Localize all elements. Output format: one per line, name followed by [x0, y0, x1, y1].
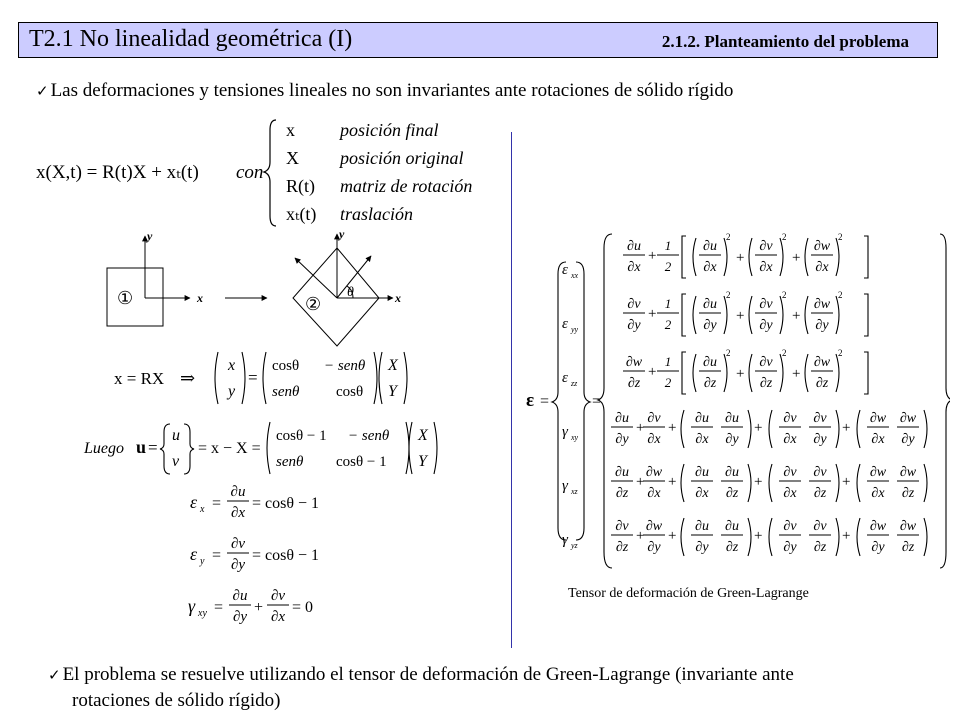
gl-s1-plus-0: +: [636, 474, 645, 490]
body-2-label: ②: [305, 294, 322, 314]
gl-n1-t0-den: ∂y: [703, 318, 717, 333]
section-title: 2.1.2. Planteamiento del problema: [661, 32, 909, 51]
gl-s2-p1-num: ∂u: [725, 519, 739, 534]
vec-right-1: Y: [418, 453, 427, 470]
paren-right: [242, 352, 245, 404]
checkmark-icon: ✓: [48, 666, 61, 684]
gl-s0-p5-num: ∂w: [899, 411, 917, 426]
gl-n1-bracket-l: [682, 294, 686, 336]
gl-s0-a-den: ∂y: [615, 432, 629, 447]
bullet-first: [36, 80, 733, 102]
green-lagrange-tensor: [520, 228, 950, 578]
gl-n2-lin-den: ∂z: [627, 376, 641, 391]
gl-n2-t2-pr: [836, 354, 839, 392]
gl-s2-pair2-pl: [857, 518, 860, 556]
strain-result-0: = cosθ − 1: [252, 495, 320, 512]
gl-s1-p1-num: ∂u: [725, 465, 739, 480]
gl-n0-t0-num: ∂u: [703, 239, 717, 254]
gamma-eq: =: [214, 599, 224, 616]
gl-s2-p1-den: ∂z: [725, 540, 739, 555]
gl-comp-sub-1: yy: [571, 325, 579, 334]
gl-s1-pair0-pr: [748, 464, 751, 502]
gl-comp-sym-0: ε: [562, 262, 568, 278]
gl-n2-t0-den: ∂z: [703, 376, 717, 391]
rotation-matrix: [215, 352, 407, 404]
gl-n1-t1-pl: [749, 296, 752, 334]
gl-s0-pair0-pr: [748, 410, 751, 448]
def-symbol-2: R(t): [286, 176, 315, 196]
implies-symbol: ⇒: [180, 368, 196, 388]
gl-s2-p0-num: ∂u: [695, 519, 709, 534]
vec-right-paren-right: [404, 352, 407, 404]
strain-eq-1: =: [212, 547, 222, 564]
gl-n2-t1-plus: +: [792, 366, 801, 382]
m10: senθ: [272, 384, 300, 400]
equals-sign: =: [148, 438, 158, 457]
gl-s1-pair1-plus: +: [842, 474, 851, 490]
gl-s1-pair0-plus: +: [754, 474, 763, 490]
gl-n0-half-num: 1: [664, 238, 672, 253]
gl-n0-t2-exp: 2: [838, 232, 843, 242]
gl-n2-t2-num: ∂w: [813, 355, 831, 370]
gl-s0-pair1-pr: [836, 410, 839, 448]
gl-s1-p0-num: ∂u: [695, 465, 709, 480]
gl-n1-lin-den: ∂y: [627, 318, 641, 333]
gl-s1-p2-den: ∂x: [783, 486, 797, 501]
gl-n2-t2-pl: [805, 354, 808, 392]
motion-eq-con: con: [236, 162, 264, 183]
gl-n2-t1-exp: 2: [782, 348, 787, 358]
gl-eps: ε: [526, 390, 535, 411]
left-brace: [264, 120, 276, 226]
gl-s0-plus-0: +: [636, 420, 645, 436]
gl-n0-t0-den: ∂x: [703, 260, 717, 275]
vec-right-0: X: [418, 427, 428, 444]
strain-list: [188, 484, 319, 625]
gl-n0-t2-pr: [836, 238, 839, 276]
matrix-paren-left: [267, 422, 270, 474]
vec-left-1: y: [228, 383, 236, 400]
gl-s0-pair1-plus: +: [842, 420, 851, 436]
gl-s1-a-den: ∂z: [615, 486, 629, 501]
bullet-last-line1: El problema se resuelve utilizando el tensor de deformación de Green-Lagrange (invariante ante: [62, 664, 794, 685]
gl-s2-plus-0: +: [636, 528, 645, 544]
theta-label: θ: [347, 285, 354, 300]
gl-s1-pair0-pl: [681, 464, 684, 502]
gl-s2-pair0-pl: [681, 518, 684, 556]
gamma-result: = 0: [292, 599, 314, 616]
def-desc-1: posición original: [340, 148, 464, 168]
gl-comp-sym-3: γ: [562, 424, 568, 440]
vec-left-1: v: [172, 453, 180, 470]
gl-comp-sym-4: γ: [562, 478, 568, 494]
def-symbol-1: X: [286, 148, 299, 168]
gl-s0-pair0-pl: [681, 410, 684, 448]
equals-sign: =: [248, 368, 258, 387]
gl-n1-t0-plus: +: [736, 308, 745, 324]
gl-n0-t1-pr: [780, 238, 783, 276]
brace-right: [184, 424, 194, 474]
gl-s0-pair2-pl: [857, 410, 860, 448]
gl-s1-pair1-pr: [836, 464, 839, 502]
gl-s0-p0-den: ∂x: [695, 432, 709, 447]
luego-text: Luego: [84, 440, 124, 457]
vec-left-0: x: [228, 357, 236, 374]
bullet-last-line2: rotaciones de sólido rígido): [72, 690, 281, 711]
page-title: T2.1 No linealidad geométrica (I): [29, 26, 353, 52]
gl-s1-pair2-pl: [857, 464, 860, 502]
m00: cosθ: [272, 358, 300, 374]
gamma-frac-1-num: ∂u: [232, 588, 248, 604]
strain-sym-1: ε: [190, 544, 198, 564]
vec-right-0: X: [388, 357, 398, 374]
gamma-frac-2-num: ∂v: [270, 588, 286, 604]
gl-n2-t1-den: ∂z: [759, 376, 773, 391]
gl-comp-sub-5: yz: [571, 541, 578, 550]
gl-n2-t0-num: ∂u: [703, 355, 717, 370]
gl-s1-p0-den: ∂x: [695, 486, 709, 501]
gl-s0-p3-den: ∂y: [813, 432, 827, 447]
gl-n2-t0-pl: [693, 354, 696, 392]
gl-s0-p0-num: ∂u: [695, 411, 709, 426]
axis-y-1-label: y: [147, 229, 153, 243]
gl-s2-pair0-pr: [748, 518, 751, 556]
gamma-frac-2-den: ∂x: [270, 609, 286, 625]
gl-s0-a-num: ∂u: [615, 411, 629, 426]
gl-comp-sub-2: zz: [571, 379, 578, 388]
gl-n0-bracket-r: [864, 236, 868, 278]
gl-s2-pair0-plus: +: [754, 528, 763, 544]
gl-n1-t2-pl: [805, 296, 808, 334]
checkmark-icon: ✓: [36, 82, 49, 100]
displacement-matrix: [148, 422, 437, 474]
gl-n1-t0-exp: 2: [726, 290, 731, 300]
gl-s2-pair2-pr: [924, 518, 927, 556]
gl-s2-p2-num: ∂v: [783, 519, 797, 534]
gl-s1-plus-1: +: [668, 474, 677, 490]
strain-equations: [180, 478, 380, 648]
gl-s1-p2-num: ∂v: [783, 465, 797, 480]
gl-n0-t1-exp: 2: [782, 232, 787, 242]
displacement-u: u: [136, 437, 147, 457]
gl-n0-t1-den: ∂x: [759, 260, 773, 275]
gl-n1-t1-plus: +: [792, 308, 801, 324]
gl-eq-2: =: [592, 393, 602, 410]
gl-n1-t1-den: ∂y: [759, 318, 773, 333]
gl-n0-half-den: 2: [664, 259, 672, 274]
gl-n1-t2-pr: [836, 296, 839, 334]
gl-s2-p4-den: ∂y: [871, 540, 885, 555]
def-symbol-3: xₜ(t): [286, 204, 317, 224]
gl-s0-p2-den: ∂x: [783, 432, 797, 447]
gl-n0-t0-exp: 2: [726, 232, 731, 242]
rotated-axis-x: [337, 256, 371, 298]
motion-equation: [30, 112, 500, 232]
gl-n2-half-num: 1: [664, 354, 672, 369]
gl-s0-pair0-plus: +: [754, 420, 763, 436]
gl-s2-p3-num: ∂v: [813, 519, 827, 534]
gl-n1-half-num: 1: [664, 296, 672, 311]
definitions-list: [286, 120, 472, 225]
def-desc-2: matriz de rotación: [340, 176, 473, 196]
m01: − senθ: [348, 428, 390, 444]
gl-s0-pair2-pr: [924, 410, 927, 448]
gl-n1-t0-pr: [724, 296, 727, 334]
gl-s1-p4-den: ∂x: [871, 486, 885, 501]
gl-s2-a-num: ∂v: [615, 519, 629, 534]
gl-comp-sub-0: xx: [571, 271, 579, 280]
title-bar: [18, 22, 938, 58]
rotated-axis-y: [295, 258, 337, 298]
m11: cosθ − 1: [336, 454, 387, 470]
gl-n0-t0-pl: [693, 238, 696, 276]
gl-s1-pair2-pr: [924, 464, 927, 502]
def-symbol-0: x: [286, 120, 295, 140]
gl-expression: [526, 232, 950, 568]
gl-s1-a-num: ∂u: [615, 465, 629, 480]
gl-s0-b-den: ∂x: [647, 432, 661, 447]
gl-n1-half-den: 2: [664, 317, 672, 332]
gl-n0-t2-pl: [805, 238, 808, 276]
gl-comp-sym-2: ε: [562, 370, 568, 386]
gl-n1-t0-num: ∂u: [703, 297, 717, 312]
def-desc-3: traslación: [340, 204, 414, 224]
gl-n1-bracket-r: [864, 294, 868, 336]
strain-eq-0: =: [212, 495, 222, 512]
gl-brace-right: [576, 262, 590, 540]
rotation-equation: [110, 348, 410, 408]
vec-right-paren-left: [379, 352, 382, 404]
gl-n1-t1-exp: 2: [782, 290, 787, 300]
gl-n0-t2-den: ∂x: [815, 260, 829, 275]
gl-n2-t0-pr: [724, 354, 727, 392]
gl-s1-p3-den: ∂z: [813, 486, 827, 501]
gl-s0-pair1-pl: [769, 410, 772, 448]
strain-result-1: = cosθ − 1: [252, 547, 320, 564]
gl-s1-b-num: ∂w: [645, 465, 663, 480]
matrix-paren-right: [374, 352, 377, 404]
vertical-divider: [511, 132, 512, 648]
body-1-label: ①: [117, 288, 134, 308]
gl-n0-lin-num: ∂u: [627, 239, 641, 254]
gl-comp-sym-5: γ: [562, 532, 568, 548]
m01: − senθ: [324, 358, 366, 374]
body-1-square: [107, 268, 163, 326]
displacement-equation: [80, 418, 460, 478]
gl-n2-t1-pr: [780, 354, 783, 392]
gl-s0-b-num: ∂v: [647, 411, 661, 426]
gl-n0-plus: +: [648, 248, 657, 264]
gl-comp-sub-4: xz: [571, 487, 578, 496]
gl-s2-p2-den: ∂y: [783, 540, 797, 555]
matrix-paren-left: [263, 352, 266, 404]
gamma-frac-1-den: ∂y: [232, 609, 248, 625]
m11: cosθ: [336, 384, 364, 400]
gl-s0-p4-num: ∂w: [869, 411, 887, 426]
gl-s0-p4-den: ∂x: [871, 432, 885, 447]
gl-n2-bracket-r: [864, 352, 868, 394]
gl-rhs-brace-right: [940, 234, 950, 568]
gl-n1-plus: +: [648, 306, 657, 322]
gl-n2-plus: +: [648, 364, 657, 380]
gl-n0-bracket-l: [682, 236, 686, 278]
gl-s2-p5-num: ∂w: [899, 519, 917, 534]
gl-s0-p3-num: ∂v: [813, 411, 827, 426]
gl-eq-1: =: [540, 393, 550, 410]
vec-left-0: u: [172, 427, 180, 444]
gl-s0-p1-num: ∂u: [725, 411, 739, 426]
gl-n0-t1-plus: +: [792, 250, 801, 266]
gl-s1-p3-num: ∂v: [813, 465, 827, 480]
gl-s1-p1-den: ∂z: [725, 486, 739, 501]
gl-n1-lin-num: ∂v: [627, 297, 641, 312]
gl-s2-plus-1: +: [668, 528, 677, 544]
strain-sym-0: ε: [190, 492, 198, 512]
gl-s2-p4-num: ∂w: [869, 519, 887, 534]
gl-s1-b-den: ∂x: [647, 486, 661, 501]
gl-n1-t0-pl: [693, 296, 696, 334]
gamma-sub: xy: [198, 608, 207, 619]
strain-frac-1-num: ∂v: [230, 536, 246, 552]
gl-s2-b-den: ∂y: [647, 540, 661, 555]
gl-s2-p5-den: ∂z: [901, 540, 915, 555]
rot-lhs: x = RX: [114, 369, 165, 388]
gl-s2-pair1-plus: +: [842, 528, 851, 544]
gl-s2-p0-den: ∂y: [695, 540, 709, 555]
gl-s0-p2-num: ∂v: [783, 411, 797, 426]
gl-s2-a-den: ∂z: [615, 540, 629, 555]
gl-n2-t1-pl: [749, 354, 752, 392]
rotation-figure: [95, 228, 415, 348]
gl-n2-t2-den: ∂z: [815, 376, 829, 391]
gl-s2-pair1-pr: [836, 518, 839, 556]
gl-s0-p5-den: ∂y: [901, 432, 915, 447]
gl-n2-t0-exp: 2: [726, 348, 731, 358]
vec-right-1: Y: [388, 383, 397, 400]
vec-right-paren-right: [434, 422, 437, 474]
gl-n2-t2-exp: 2: [838, 348, 843, 358]
gl-n0-t0-pr: [724, 238, 727, 276]
gamma-plus: +: [254, 599, 264, 616]
gl-n0-t1-num: ∂v: [759, 239, 773, 254]
gl-s0-p1-den: ∂y: [725, 432, 739, 447]
gl-s2-pair1-pl: [769, 518, 772, 556]
bullet-first-text: Las deformaciones y tensiones lineales no son invariantes ante rotaciones de sólido rígido: [50, 80, 734, 101]
gl-caption: Tensor de deformación de Green-Lagrange: [568, 586, 809, 601]
gl-n0-t1-pl: [749, 238, 752, 276]
gl-s1-p5-den: ∂z: [901, 486, 915, 501]
gl-s2-p3-den: ∂z: [813, 540, 827, 555]
m10: senθ: [276, 454, 304, 470]
axis-x-2-label: x: [395, 291, 401, 305]
gl-n2-t1-num: ∂v: [759, 355, 773, 370]
gl-n1-t2-exp: 2: [838, 290, 843, 300]
gl-n1-t2-num: ∂w: [813, 297, 831, 312]
strain-frac-1-den: ∂y: [230, 557, 246, 573]
axis-x-1-label: x: [197, 291, 203, 305]
brace-left: [160, 424, 170, 474]
gl-brace-left: [552, 262, 566, 540]
gl-n1-t1-num: ∂v: [759, 297, 773, 312]
vec-right-paren-left: [409, 422, 412, 474]
gl-s1-p4-num: ∂w: [869, 465, 887, 480]
def-desc-0: posición final: [340, 120, 439, 140]
strain-sub-0: x: [200, 504, 205, 515]
equals-expr: = x − X =: [198, 440, 261, 457]
gl-n2-lin-num: ∂w: [625, 355, 643, 370]
gl-n2-bracket-l: [682, 352, 686, 394]
gl-n2-t0-plus: +: [736, 366, 745, 382]
gl-n2-half-den: 2: [664, 375, 672, 390]
motion-eq-text: x(X,t) = R(t)X + xₜ(t): [36, 162, 199, 183]
gl-s0-plus-1: +: [668, 420, 677, 436]
gl-rhs-brace-left: [598, 234, 612, 568]
gl-n0-t0-plus: +: [736, 250, 745, 266]
gl-n1-t1-pr: [780, 296, 783, 334]
strain-frac-0-num: ∂u: [230, 484, 246, 500]
axis-y-2-label: y: [339, 228, 345, 241]
bullet-last: [48, 664, 794, 686]
gamma-sym: γ: [188, 596, 196, 616]
m00: cosθ − 1: [276, 428, 327, 444]
gl-comp-sym-1: ε: [562, 316, 568, 332]
strain-frac-0-den: ∂x: [230, 505, 246, 521]
gl-s2-b-num: ∂w: [645, 519, 663, 534]
gl-n1-t2-den: ∂y: [815, 318, 829, 333]
paren-left: [215, 352, 218, 404]
strain-sub-1: y: [200, 556, 205, 567]
gl-n0-lin-den: ∂x: [627, 260, 641, 275]
gl-s1-p5-num: ∂w: [899, 465, 917, 480]
gl-s1-pair1-pl: [769, 464, 772, 502]
gl-n0-t2-num: ∂w: [813, 239, 831, 254]
gl-comp-sub-3: xy: [571, 433, 579, 442]
